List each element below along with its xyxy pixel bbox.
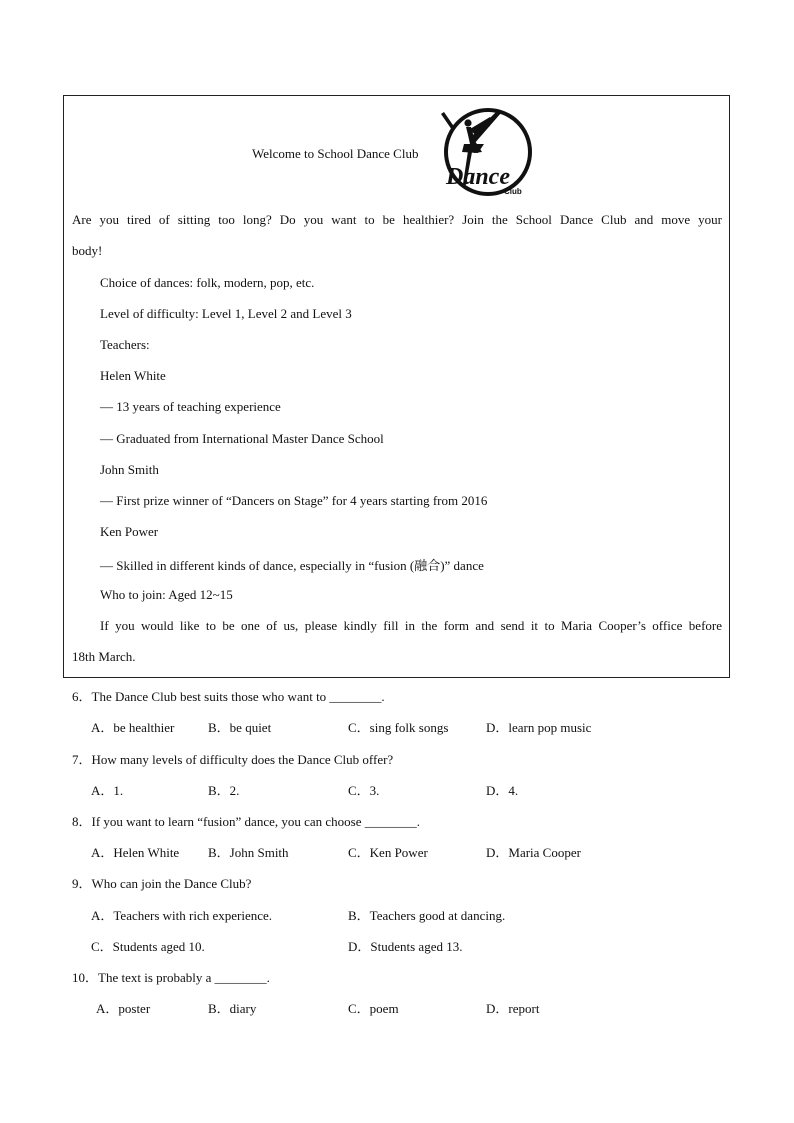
closing-line-2: 18th March.	[72, 649, 136, 664]
teacher-detail: — Graduated from International Master Dance School	[100, 431, 384, 446]
intro-line-1: Are you tired of sitting too long? Do you want to be healthier? Join the School Dance Club and move your	[72, 212, 722, 227]
answer-option[interactable]: B．be quiet	[208, 720, 272, 735]
teachers-label: Teachers:	[100, 337, 150, 352]
logo-text-club: Club	[504, 187, 522, 196]
dance-choices: Choice of dances: folk, modern, pop, etc.	[100, 275, 315, 290]
answer-option[interactable]: B．John Smith	[208, 845, 289, 860]
answer-option[interactable]: B．Teachers good at dancing.	[348, 908, 506, 923]
answer-option[interactable]: C．poem	[348, 1001, 399, 1016]
dance-club-logo	[432, 104, 540, 196]
answer-option[interactable]: A．Helen White	[91, 845, 180, 860]
question-stem: 9．Who can join the Dance Club?	[72, 876, 252, 891]
answer-option[interactable]: A．Teachers with rich experience.	[91, 908, 273, 923]
answer-option[interactable]: C．sing folk songs	[348, 720, 449, 735]
answer-option[interactable]: D．Maria Cooper	[486, 845, 581, 860]
question-stem: 6．The Dance Club best suits those who want to ________.	[72, 689, 385, 704]
teacher-detail: — First prize winner of “Dancers on Stage” for 4 years starting from 2016	[100, 493, 488, 508]
question-stem: 8．If you want to learn “fusion” dance, you can choose ________.	[72, 814, 421, 829]
answer-option[interactable]: D．4.	[486, 783, 519, 798]
teacher-name-john: John Smith	[100, 462, 159, 477]
answer-option[interactable]: A．1.	[91, 783, 124, 798]
answer-option[interactable]: B．2.	[208, 783, 240, 798]
question-stem: 7．How many levels of difficulty does the Dance Club offer?	[72, 752, 394, 767]
teacher-name-ken: Ken Power	[100, 524, 159, 539]
closing-line-1: If you would like to be one of us, please kindly fill in the form and send it to Maria Cooper’s office before	[100, 618, 722, 633]
answer-option[interactable]: C．Students aged 10.	[91, 939, 205, 954]
notice-title: Welcome to School Dance Club	[252, 146, 419, 161]
answer-option[interactable]: A．poster	[96, 1001, 151, 1016]
answer-option[interactable]: A．be healthier	[91, 720, 175, 735]
intro-line-2: body!	[72, 243, 103, 258]
answer-option[interactable]: D．learn pop music	[486, 720, 592, 735]
question-stem: 10．The text is probably a ________.	[72, 970, 270, 985]
teacher-detail: — 13 years of teaching experience	[100, 399, 281, 414]
answer-option[interactable]: D．Students aged 13.	[348, 939, 463, 954]
logo-text-dance: Dance	[446, 164, 510, 190]
who-to-join: Who to join: Aged 12~15	[100, 587, 233, 602]
answer-option[interactable]: C．3.	[348, 783, 380, 798]
teacher-name-helen: Helen White	[100, 368, 166, 383]
answer-option[interactable]: C．Ken Power	[348, 845, 428, 860]
teacher-detail: — Skilled in different kinds of dance, especially in “fusion (融合)” dance	[100, 558, 484, 573]
difficulty-levels: Level of difficulty: Level 1, Level 2 and Level 3	[100, 306, 352, 321]
answer-option[interactable]: B．diary	[208, 1001, 257, 1016]
answer-option[interactable]: D．report	[486, 1001, 540, 1016]
